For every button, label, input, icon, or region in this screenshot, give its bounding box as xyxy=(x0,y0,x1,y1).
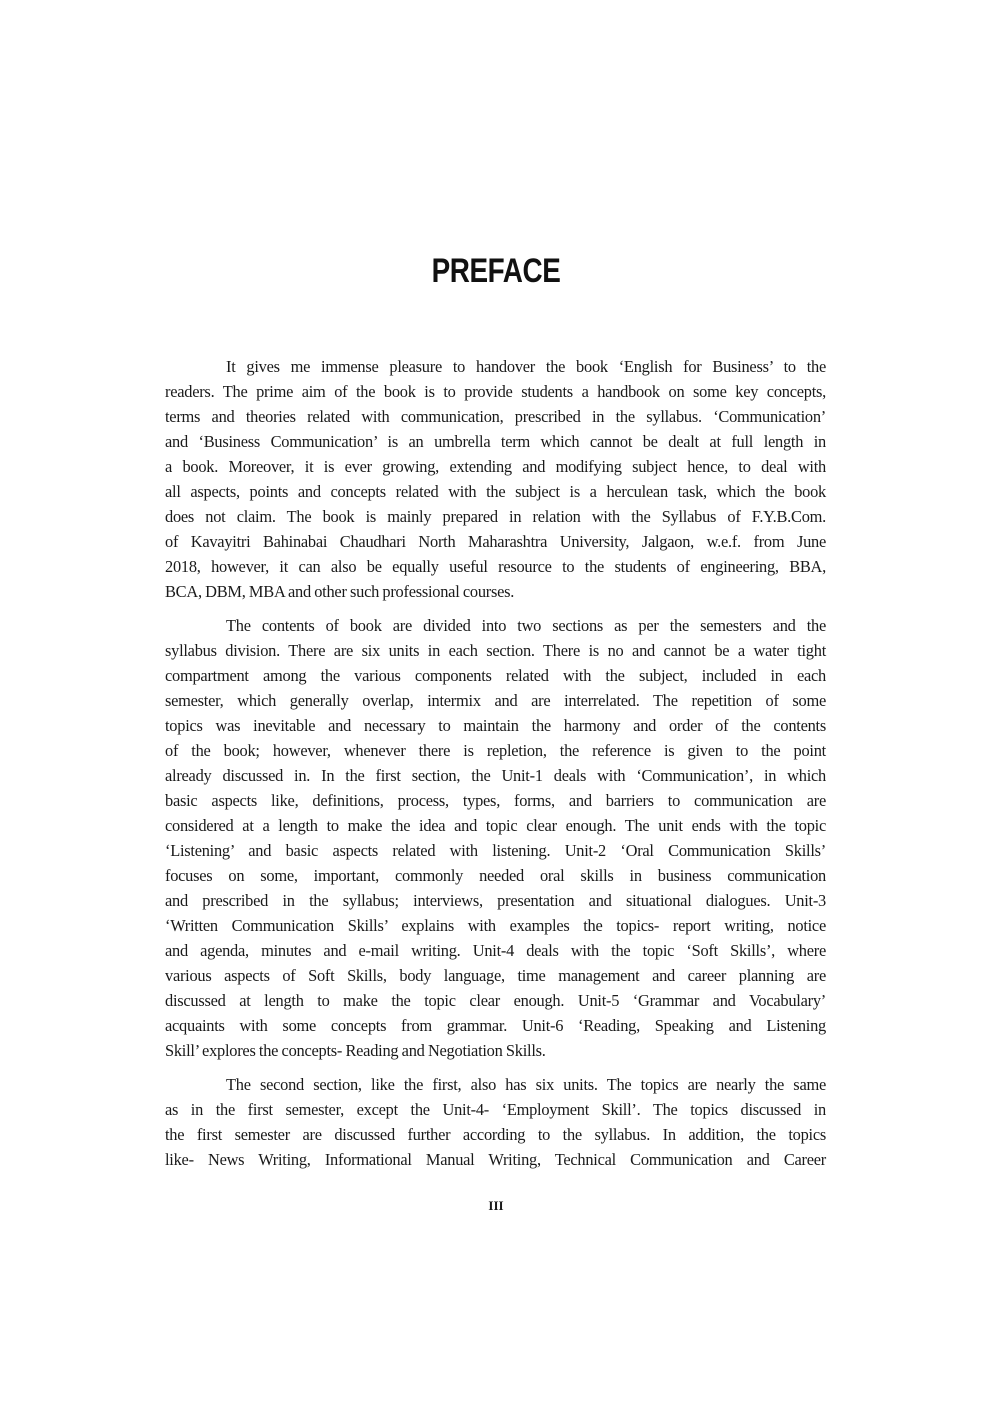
text-line: various aspects of Soft Skills, body language, time management and career planning are xyxy=(165,966,826,985)
text-line: of Kavayitri Bahinabai Chaudhari North Maharashtra University, Jalgaon, w.e.f. from June xyxy=(165,532,826,551)
text-line: all aspects, points and concepts related with the subject is a herculean task, which the book xyxy=(165,482,826,501)
text-line: BCA, DBM, MBA and other such professional courses. xyxy=(165,582,515,601)
text-line: the first semester are discussed further according to the syllabus. In addition, the topics xyxy=(165,1125,826,1144)
text-line: already discussed in. In the first section, the Unit-1 deals with ‘Communication’, in which xyxy=(165,766,826,785)
text-line: semester, which generally overlap, intermix and are interrelated. The repetition of some xyxy=(165,691,826,710)
text-line: ‘Listening’ and basic aspects related with listening. Unit-2 ‘Oral Communication Skills’ xyxy=(165,841,826,860)
paragraph-2 xyxy=(165,613,826,1063)
text-line: focuses on some, important, commonly needed oral skills in business communication xyxy=(165,866,826,885)
paragraph-3 xyxy=(165,1072,826,1172)
text-line: The contents of book are divided into two sections as per the semesters and the xyxy=(226,616,826,635)
text-line: readers. The prime aim of the book is to provide students a handbook on some key concepts, xyxy=(165,382,826,401)
text-line: of the book; however, whenever there is repletion, the reference is given to the point xyxy=(165,741,826,760)
text-line: ‘Written Communication Skills’ explains with examples the topics- report writing, notice xyxy=(165,916,826,935)
page-number: III xyxy=(488,1198,504,1213)
text-line: acquaints with some concepts from grammar. Unit-6 ‘Reading, Speaking and Listening xyxy=(165,1016,826,1035)
text-line: considered at a length to make the idea and topic clear enough. The unit ends with the topic xyxy=(165,816,826,835)
text-line: syllabus division. There are six units in each section. There is no and cannot be a water tight xyxy=(165,641,826,660)
text-line: 2018, however, it can also be equally useful resource to the students of engineering, BBA, xyxy=(165,557,826,576)
text-line: and prescribed in the syllabus; interviews, presentation and situational dialogues. Unit-3 xyxy=(165,891,826,910)
text-line: like- News Writing, Informational Manual Writing, Technical Communication and Career xyxy=(165,1150,826,1169)
text-line: does not claim. The book is mainly prepared in relation with the Syllabus of F.Y.B.Com. xyxy=(165,507,826,526)
text-line: The second section, like the first, also has six units. The topics are nearly the same xyxy=(226,1075,826,1094)
text-line: It gives me immense pleasure to handover the book ‘English for Business’ to the xyxy=(226,357,826,376)
text-line: discussed at length to make the topic clear enough. Unit-5 ‘Grammar and Vocabulary’ xyxy=(165,991,826,1010)
text-line: Skill’ explores the concepts- Reading and Negotiation Skills. xyxy=(165,1041,546,1060)
text-line: basic aspects like, definitions, process, types, forms, and barriers to communication are xyxy=(165,791,826,810)
text-line: topics was inevitable and necessary to maintain the harmony and order of the contents xyxy=(165,716,826,735)
text-line: a book. Moreover, it is ever growing, extending and modifying subject hence, to deal with xyxy=(165,457,826,476)
text-line: as in the first semester, except the Unit-4- ‘Employment Skill’. The topics discussed in xyxy=(165,1100,826,1119)
page-title: PREFACE xyxy=(431,252,561,290)
text-line: compartment among the various components related with the subject, included in each xyxy=(165,666,826,685)
text-line: and agenda, minutes and e-mail writing. Unit-4 deals with the topic ‘Soft Skills’, where xyxy=(165,941,826,960)
text-line: terms and theories related with communication, prescribed in the syllabus. ‘Communication’ xyxy=(165,407,826,426)
text-line: and ‘Business Communication’ is an umbrella term which cannot be dealt at full length in xyxy=(165,432,826,451)
paragraph-1 xyxy=(165,354,826,604)
